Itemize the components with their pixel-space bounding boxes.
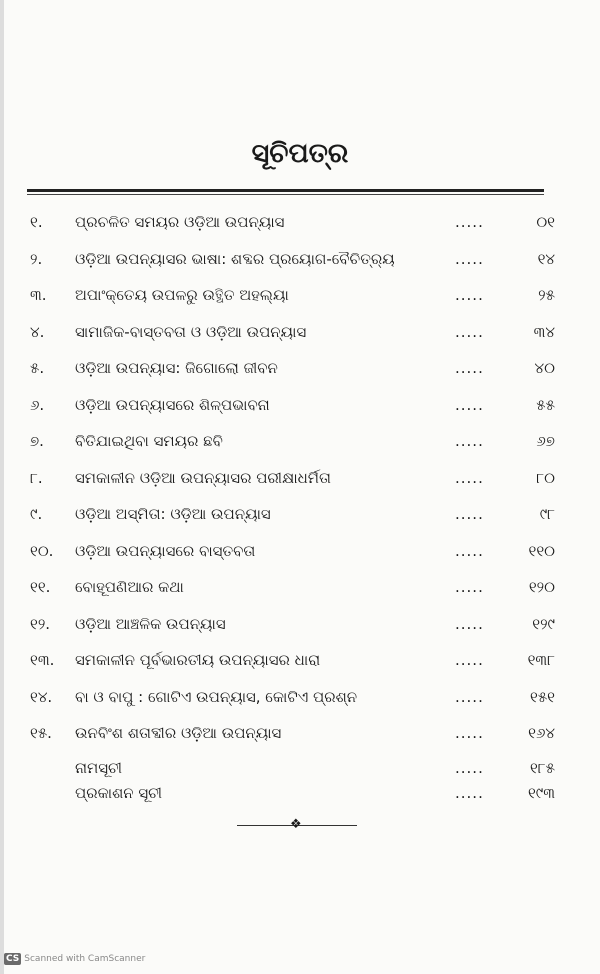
entry-leader-dots: ..... bbox=[455, 578, 484, 596]
entry-number: ୫. bbox=[30, 359, 45, 377]
toc-entry[interactable] bbox=[0, 245, 600, 282]
entry-page: ୩୪ bbox=[533, 322, 555, 341]
entry-page: ୧୬୪ bbox=[528, 724, 555, 742]
entry-number: ୧୦. bbox=[30, 541, 54, 560]
entry-title: ବା ଓ ବାପୁ : ଗୋଟିଏ ଉପନ୍ୟାସ, କୋଟିଏ ପ୍ରଶ୍ନ bbox=[75, 687, 358, 706]
entry-title: ସାମାଜିକ-ବାସ୍ତବତା ଓ ଓଡ଼ିଆ ଉପନ୍ୟାସ bbox=[75, 322, 307, 341]
entry-leader-dots: ..... bbox=[455, 432, 484, 450]
entry-title: ଓଡ଼ିଆ ଅସ୍ମିତା: ଓଡ଼ିଆ ଉପନ୍ୟାସ bbox=[75, 505, 271, 523]
entry-leader-dots: ..... bbox=[455, 783, 484, 802]
entry-page: ୯୮ bbox=[539, 505, 555, 523]
entry-number: ୧୩. bbox=[30, 651, 55, 669]
toc-entry[interactable] bbox=[0, 318, 600, 355]
entry-page: ୧୯୩ bbox=[527, 783, 555, 802]
toc-entry[interactable] bbox=[0, 354, 600, 391]
entry-page: ୧୮୫ bbox=[529, 758, 555, 777]
toc-entry[interactable] bbox=[0, 427, 600, 464]
toc-appendix-entry[interactable] bbox=[0, 781, 600, 806]
entry-page: ୦୧ bbox=[536, 213, 555, 231]
entry-leader-dots: ..... bbox=[455, 758, 484, 777]
entry-leader-dots: ..... bbox=[455, 724, 484, 742]
entry-page: ୬୭ bbox=[536, 432, 555, 450]
entry-title: ନାମସୂଚୀ bbox=[75, 758, 122, 777]
toc-entry[interactable] bbox=[0, 610, 600, 647]
entry-title: ଓଡ଼ିଆ ଉପନ୍ୟାସରେ ବାସ୍ତବତା bbox=[75, 541, 256, 560]
entry-title: ଓଡ଼ିଆ ଉପନ୍ୟାସ: ଜିଗୋଲୋ ଜୀବନ bbox=[75, 359, 278, 377]
camscanner-badge: CS bbox=[6, 954, 20, 964]
entry-title: ସମକାଳୀନ ପୂର୍ବଭାରତୀୟ ଉପନ୍ୟାସର ଧାରା bbox=[75, 651, 321, 669]
toc-entry[interactable] bbox=[0, 683, 600, 720]
entry-title: ଓଡ଼ିଆ ଉପନ୍ୟାସରେ ଶିଳ୍ପଭାବନା bbox=[75, 395, 270, 414]
entry-number: ୧୪. bbox=[30, 687, 53, 706]
entry-page: ୨୫ bbox=[538, 286, 555, 304]
entry-number: ୪. bbox=[30, 322, 45, 341]
entry-number: ୧୫. bbox=[30, 724, 52, 742]
entry-title: ଉନବିଂଶ ଶତାବ୍ଦୀର ଓଡ଼ିଆ ଉପନ୍ୟାସ bbox=[75, 724, 282, 742]
entry-page: ୮୦ bbox=[536, 468, 555, 487]
ornament-diamond-icon: ❖ bbox=[290, 817, 302, 832]
page-title: ସୂଚିପତ୍ର bbox=[251, 138, 349, 169]
entry-number: ୧୨. bbox=[30, 614, 51, 633]
entry-page: ୧୩୮ bbox=[527, 651, 555, 669]
entry-title: ବୋହୂପଣିଆର କଥା bbox=[75, 578, 184, 596]
entry-leader-dots: ..... bbox=[455, 395, 484, 414]
entry-page: ୧୫୧ bbox=[530, 687, 555, 706]
entry-title: ଅପାଂକ୍ତେୟ ଉପଳରୁ ଉତ୍ଥିତ ଅହଲ୍ୟା bbox=[75, 286, 289, 304]
entry-leader-dots: ..... bbox=[455, 322, 484, 341]
entry-number: ୨. bbox=[30, 249, 43, 268]
toc-entry[interactable] bbox=[0, 537, 600, 574]
title-rule-thick bbox=[27, 189, 544, 192]
entry-leader-dots: ..... bbox=[455, 359, 484, 377]
toc-entry[interactable] bbox=[0, 391, 600, 428]
entry-page: ୧୨୦ bbox=[528, 578, 555, 596]
entry-number: ୧. bbox=[30, 213, 43, 231]
toc-entry[interactable] bbox=[0, 500, 600, 537]
entry-page: ୧୪ bbox=[537, 249, 555, 268]
entry-leader-dots: ..... bbox=[455, 249, 484, 268]
toc-appendix-entry[interactable] bbox=[0, 756, 600, 781]
entry-title: ପ୍ରକାଶନ ସୂଚୀ bbox=[75, 783, 163, 802]
toc-entry[interactable] bbox=[0, 208, 600, 245]
toc-entry[interactable] bbox=[0, 646, 600, 683]
entry-number: ୧୧. bbox=[30, 578, 51, 596]
entry-leader-dots: ..... bbox=[455, 213, 484, 231]
entry-page: ୧୨୯ bbox=[532, 614, 555, 633]
entry-leader-dots: ..... bbox=[455, 651, 484, 669]
entry-title: ପ୍ରଚଳିତ ସମୟର ଓଡ଼ିଆ ଉପନ୍ୟାସ bbox=[75, 213, 285, 231]
toc-entry[interactable] bbox=[0, 464, 600, 501]
toc-entry[interactable] bbox=[0, 573, 600, 610]
entry-title: ବିତିଯାଇଥିବା ସମୟର ଛବି bbox=[75, 432, 223, 450]
scanner-footer bbox=[4, 953, 145, 965]
toc-entry[interactable] bbox=[0, 281, 600, 318]
entry-number: ୭. bbox=[30, 432, 44, 450]
entry-title: ଓଡ଼ିଆ ଉପନ୍ୟାସର ଭାଷା: ଶବ୍ଦର ପ୍ରୟୋଗ-ବୈଚିତ୍ର୍ୟ bbox=[75, 249, 395, 268]
entry-leader-dots: ..... bbox=[455, 468, 484, 487]
entry-leader-dots: ..... bbox=[455, 286, 484, 304]
entry-number: ୯. bbox=[30, 505, 43, 523]
entry-title: ଓଡ଼ିଆ ଆଞ୍ଚଳିକ ଉପନ୍ୟାସ bbox=[75, 614, 226, 633]
entry-leader-dots: ..... bbox=[455, 505, 484, 523]
title-rule-thin bbox=[27, 194, 544, 195]
entry-page: ୪୦ bbox=[534, 359, 555, 377]
entry-leader-dots: ..... bbox=[455, 687, 484, 706]
entry-leader-dots: ..... bbox=[455, 541, 484, 560]
table-of-contents bbox=[0, 208, 600, 806]
scanner-text: Scanned with CamScanner bbox=[24, 954, 146, 964]
entry-page: ୫୫ bbox=[536, 395, 555, 414]
entry-page: ୧୧୦ bbox=[528, 541, 555, 560]
entry-number: ୬. bbox=[30, 395, 45, 414]
entry-leader-dots: ..... bbox=[455, 614, 484, 633]
toc-entry[interactable] bbox=[0, 719, 600, 756]
entry-number: ୩. bbox=[30, 286, 47, 304]
entry-title: ସମକାଳୀନ ଓଡ଼ିଆ ଉପନ୍ୟାସର ପରୀକ୍ଷାଧର୍ମିତା bbox=[75, 468, 331, 487]
entry-number: ୮. bbox=[30, 468, 43, 487]
